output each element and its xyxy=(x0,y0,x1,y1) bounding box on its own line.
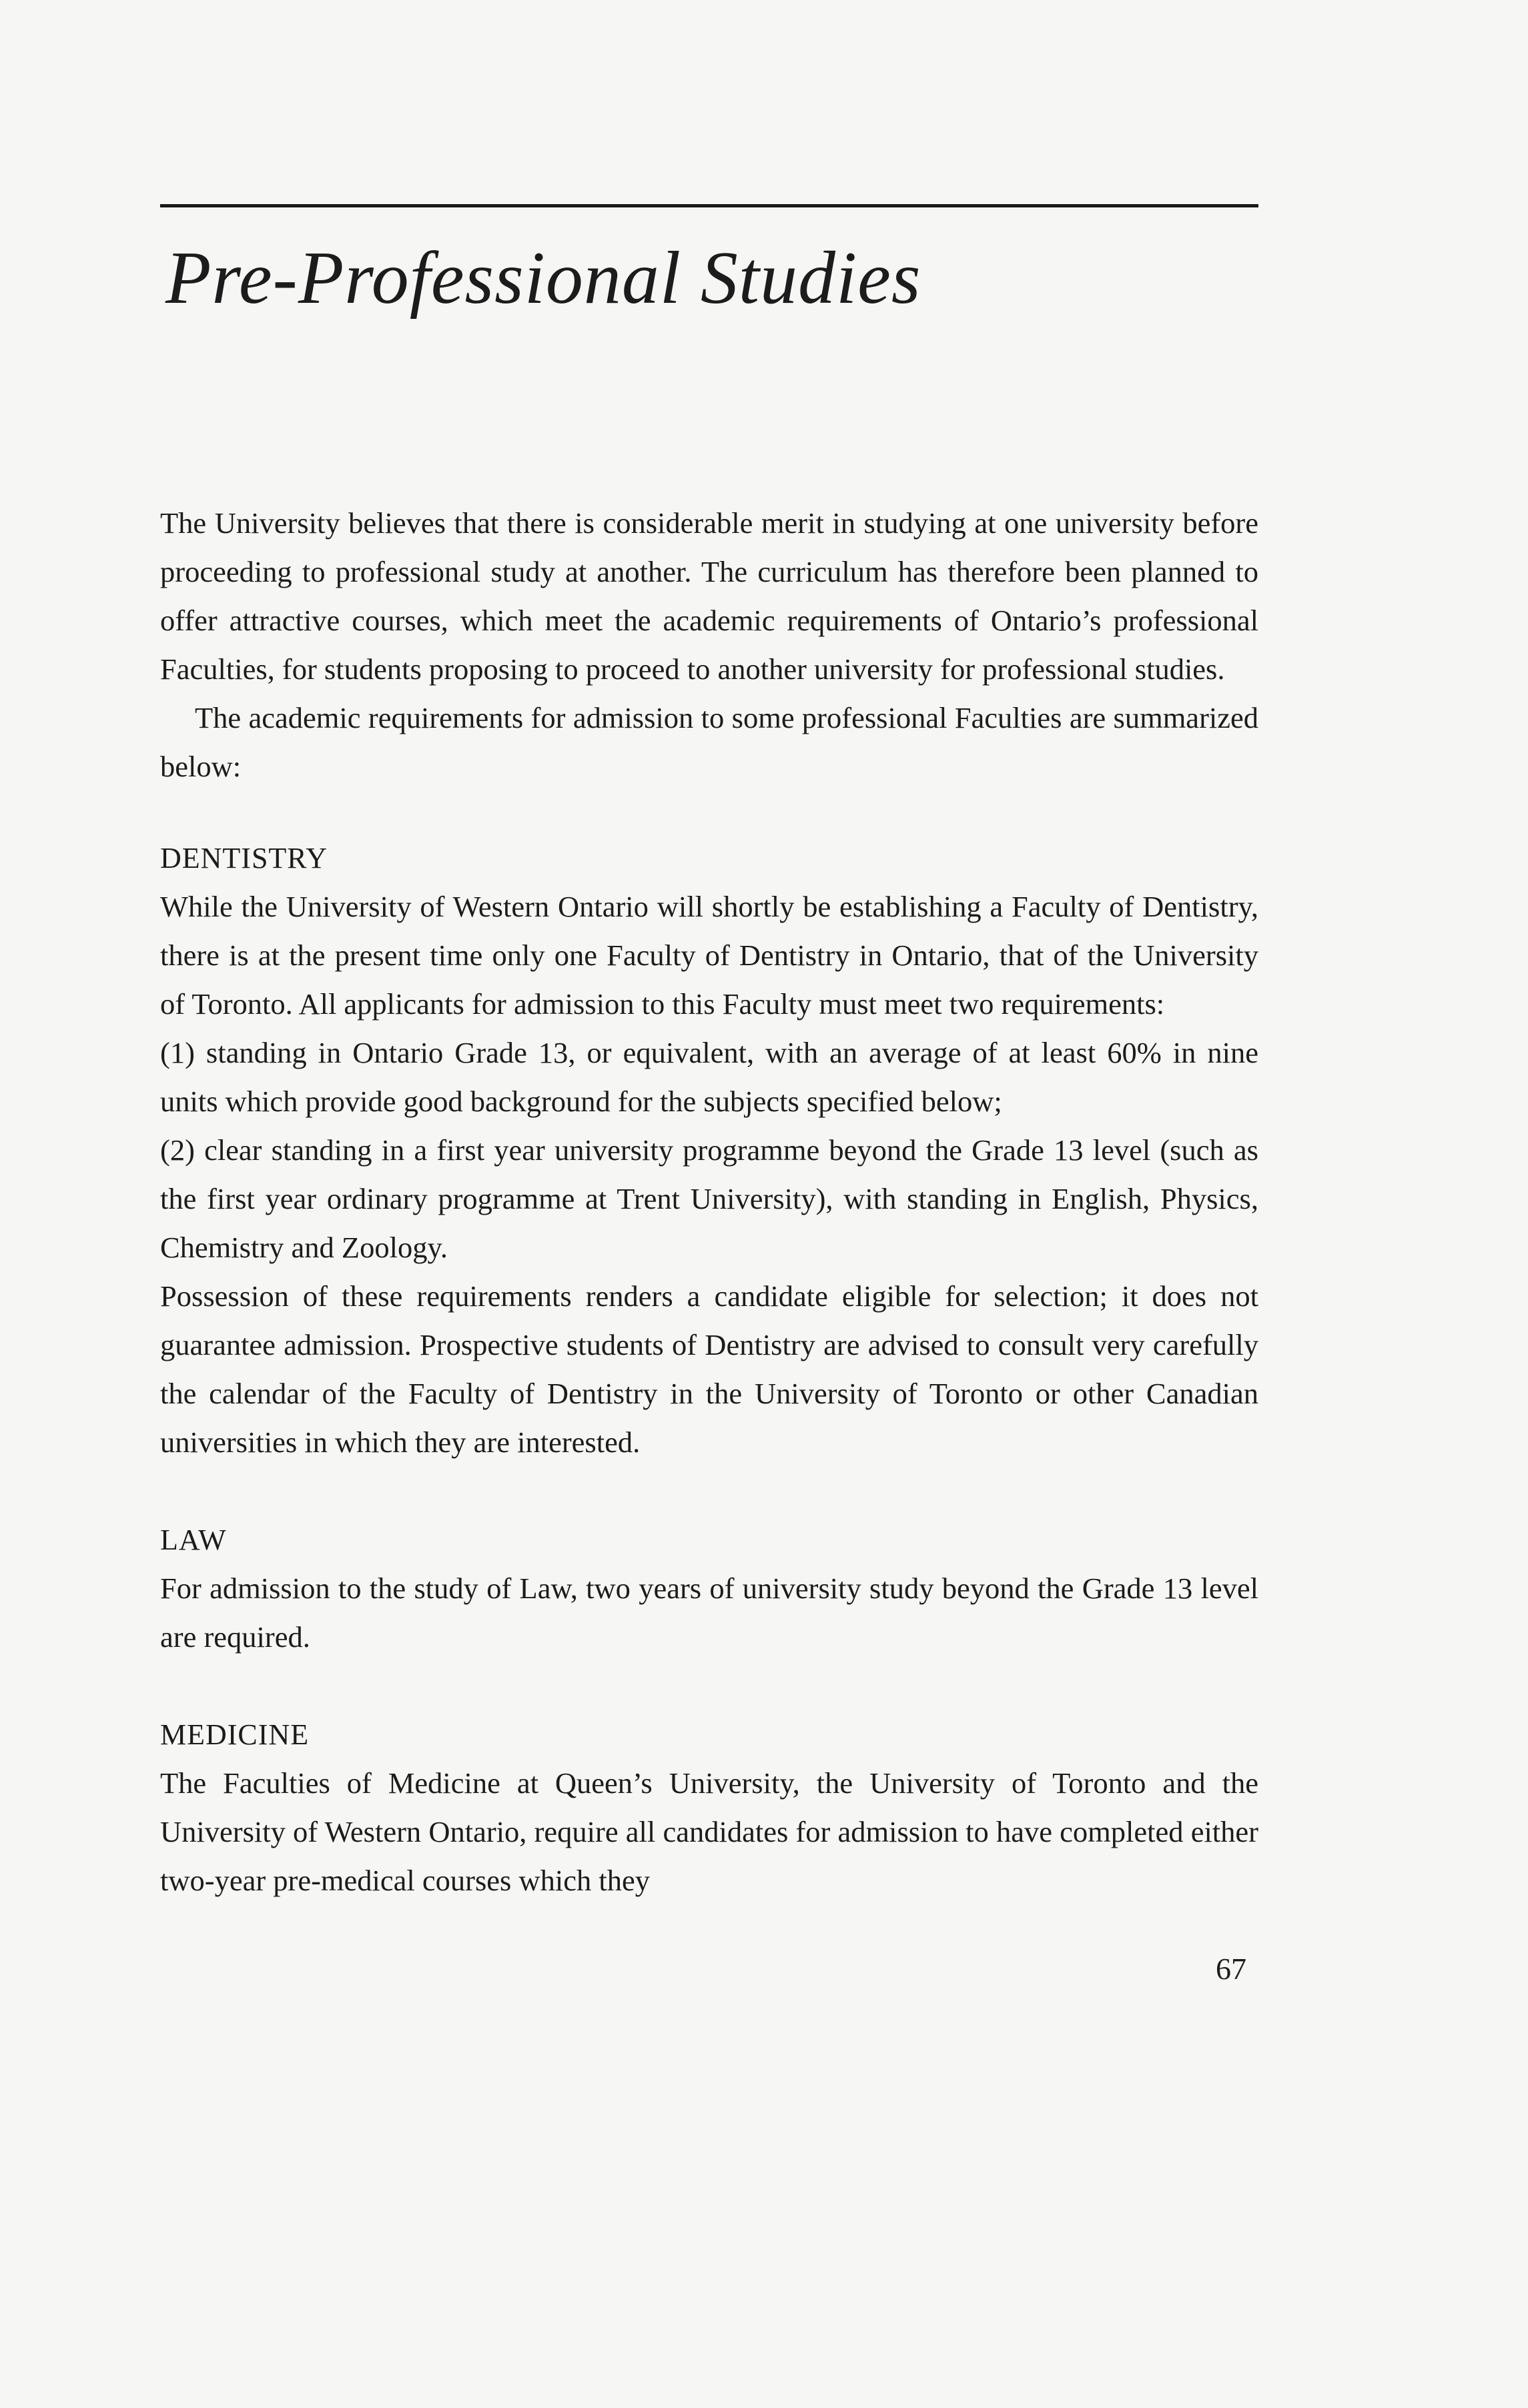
intro-paragraph: The academic requirements for admission to some professional Faculties are summarized below: xyxy=(160,701,1258,783)
page-number: 67 xyxy=(1216,1952,1246,1986)
body-text xyxy=(160,499,1258,1905)
section-paragraph: The Faculties of Medicine at Queen’s University, the University of Toronto and the University of Western Ontario, require all candidates for admission to have completed either two-year pre-medical courses which they xyxy=(160,1766,1258,1897)
page-title: Pre-Professional Studies xyxy=(165,237,921,320)
section-heading-dentistry: DENTISTRY xyxy=(160,842,328,874)
section-paragraph: While the University of Western Ontario will shortly be establishing a Faculty of Dentistry, there is at the present time only one Faculty of Dentistry in Ontario, that of the University of Toronto. All applicants for admission to this Faculty must meet two requirements: xyxy=(160,890,1258,1021)
section-heading-medicine: MEDICINE xyxy=(160,1718,310,1751)
requirement-item: (1) standing in Ontario Grade 13, or equivalent, with an average of at least 60% in nine units which provide good background for the subjects specified below; xyxy=(160,1036,1258,1118)
section-paragraph: For admission to the study of Law, two years of university study beyond the Grade 13 level are required. xyxy=(160,1572,1258,1654)
requirement-item: (2) clear standing in a first year university programme beyond the Grade 13 level (such as the first year ordinary programme at Trent University), with standing in English, Physics, Chemistry and Zoology. xyxy=(160,1133,1258,1264)
section-paragraph: Possession of these requirements renders a candidate eligible for selection; it does not guarantee admission. Prospective students of Dentistry are advised to consult very carefully the calendar of the Faculty of Dentistry in the University of Toronto or other Canadian universities in which they are interested. xyxy=(160,1279,1258,1459)
section-heading-law: LAW xyxy=(160,1524,227,1556)
intro-paragraph: The University believes that there is considerable merit in studying at one university before proceeding to professional study at another. The curriculum has therefore been planned to offer attractive courses, which meet the academic requirements of Ontario’s professional Faculties, for students proposing to proceed to another university for professional studies. xyxy=(160,506,1258,686)
title-rule xyxy=(160,204,1258,207)
